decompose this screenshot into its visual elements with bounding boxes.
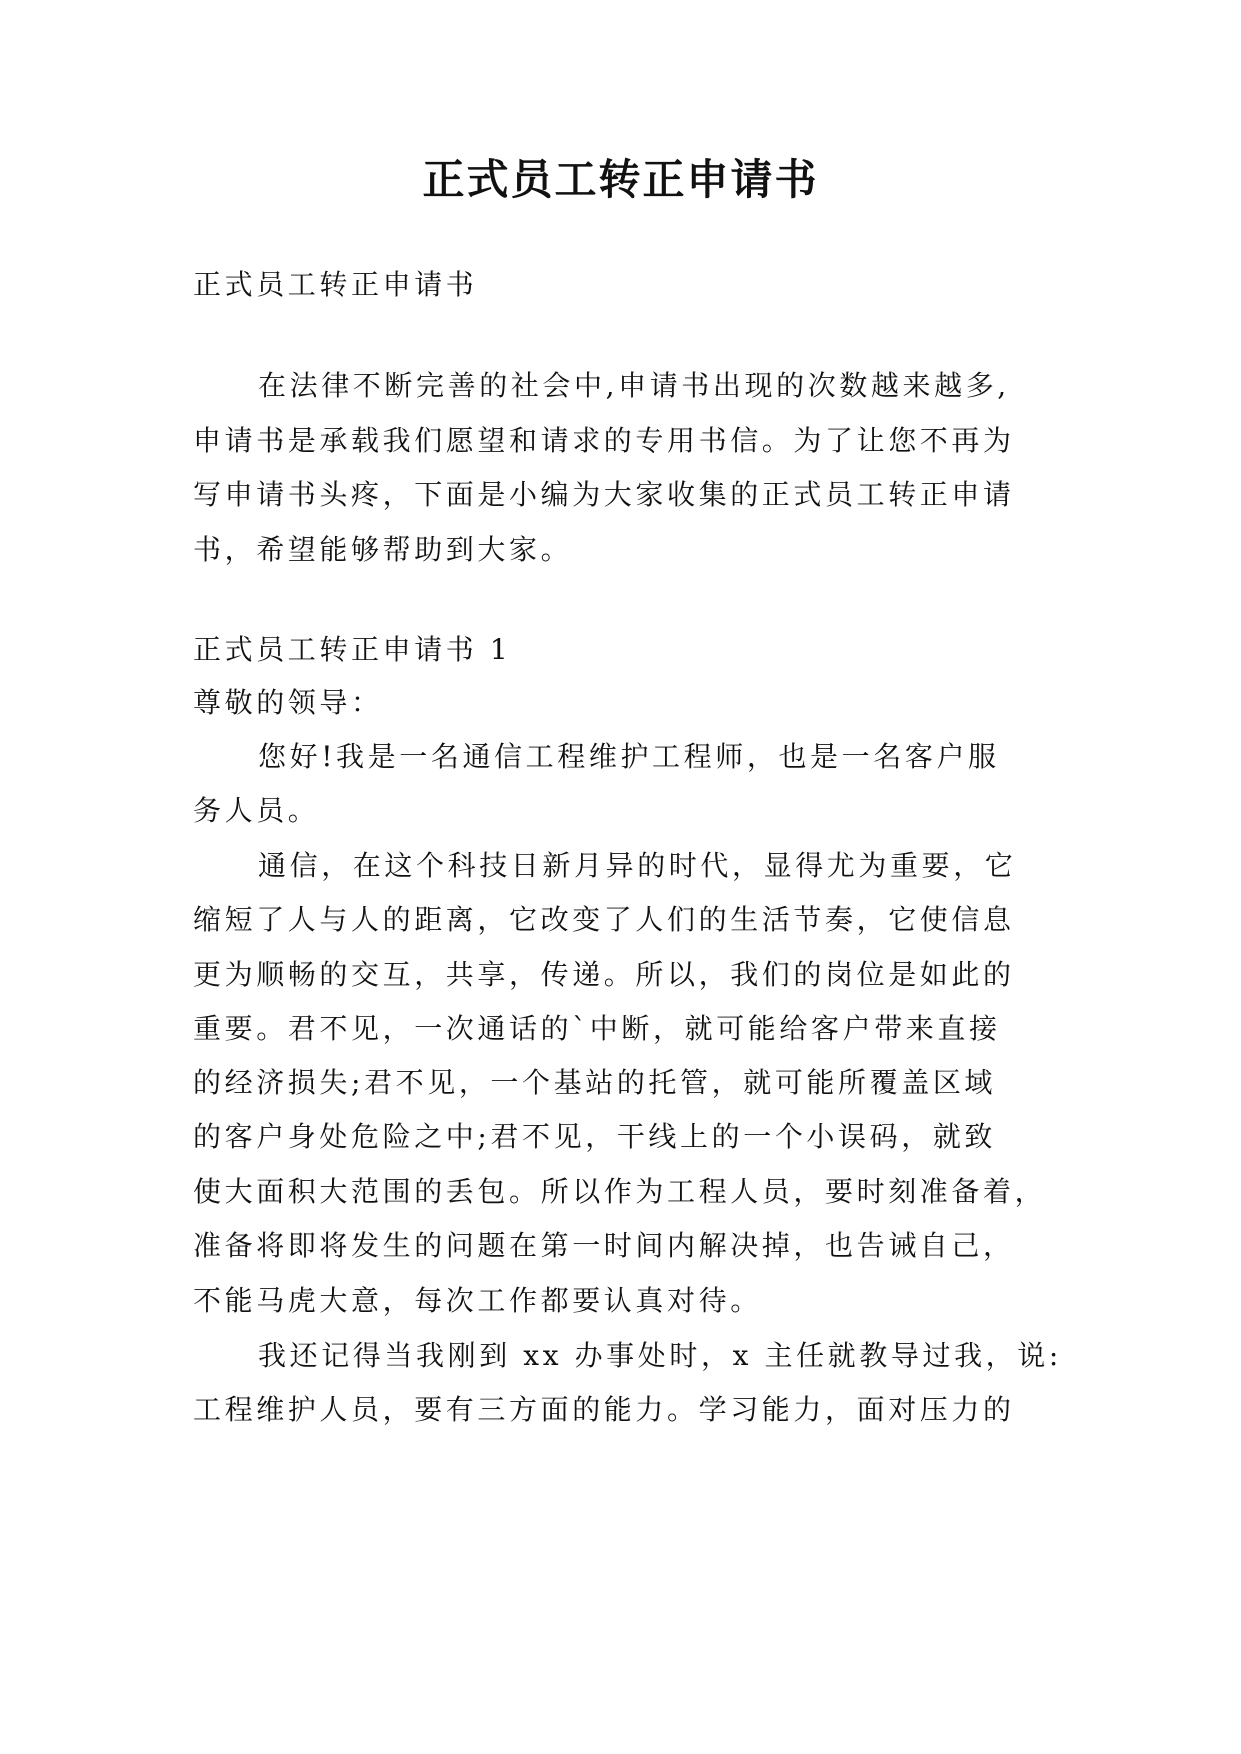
paragraph-line: 缩短了人与人的距离，它改变了人们的生活节奏，它使信息 xyxy=(193,903,1015,936)
paragraph-line: 重要。君不见，一次通话的`中断，就可能给客户带来直接 xyxy=(193,1012,1001,1045)
intro-line: 写申请书头疼，下面是小编为大家收集的正式员工转正申请 xyxy=(193,478,1015,511)
paragraph-line: 准备将即将发生的问题在第一时间内解决掉，也告诫自己， xyxy=(193,1229,1015,1262)
intro-line: 书，希望能够帮助到大家。 xyxy=(193,533,573,566)
paragraph-line: 的客户身处危险之中;君不见，干线上的一个小误码，就致 xyxy=(193,1120,997,1153)
intro-line: 在法律不断完善的社会中,申请书出现的次数越来越多, xyxy=(258,369,1010,402)
paragraph-line: 您好!我是一名通信工程维护工程师，也是一名客户服 xyxy=(258,740,1000,773)
paragraph-line: 更为顺畅的交互，共享，传递。所以，我们的岗位是如此的 xyxy=(193,958,1015,991)
document-subtitle: 正式员工转正申请书 xyxy=(193,268,478,301)
intro-line: 申请书是承载我们愿望和请求的专用书信。为了让您不再为 xyxy=(193,424,1015,457)
salutation: 尊敬的领导： xyxy=(193,686,383,719)
paragraph-line: 使大面积大范围的丢包。所以作为工程人员，要时刻准备着， xyxy=(193,1175,1047,1208)
paragraph-line: 务人员。 xyxy=(193,794,320,827)
paragraph-line: 通信，在这个科技日新月异的时代，显得尤为重要，它 xyxy=(258,849,1017,882)
paragraph-line: 的经济损失;君不见，一个基站的托管，就可能所覆盖区域 xyxy=(193,1066,997,1099)
section-heading: 正式员工转正申请书 1 xyxy=(193,633,512,666)
document-title: 正式员工转正申请书 xyxy=(422,155,819,204)
paragraph-line: 不能马虎大意，每次工作都要认真对待。 xyxy=(193,1284,762,1317)
paragraph-line: 工程维护人员，要有三方面的能力。学习能力，面对压力的 xyxy=(193,1393,1015,1426)
paragraph-line: 我还记得当我刚到 xx 办事处时，x 主任就教导过我，说: xyxy=(258,1339,1062,1372)
